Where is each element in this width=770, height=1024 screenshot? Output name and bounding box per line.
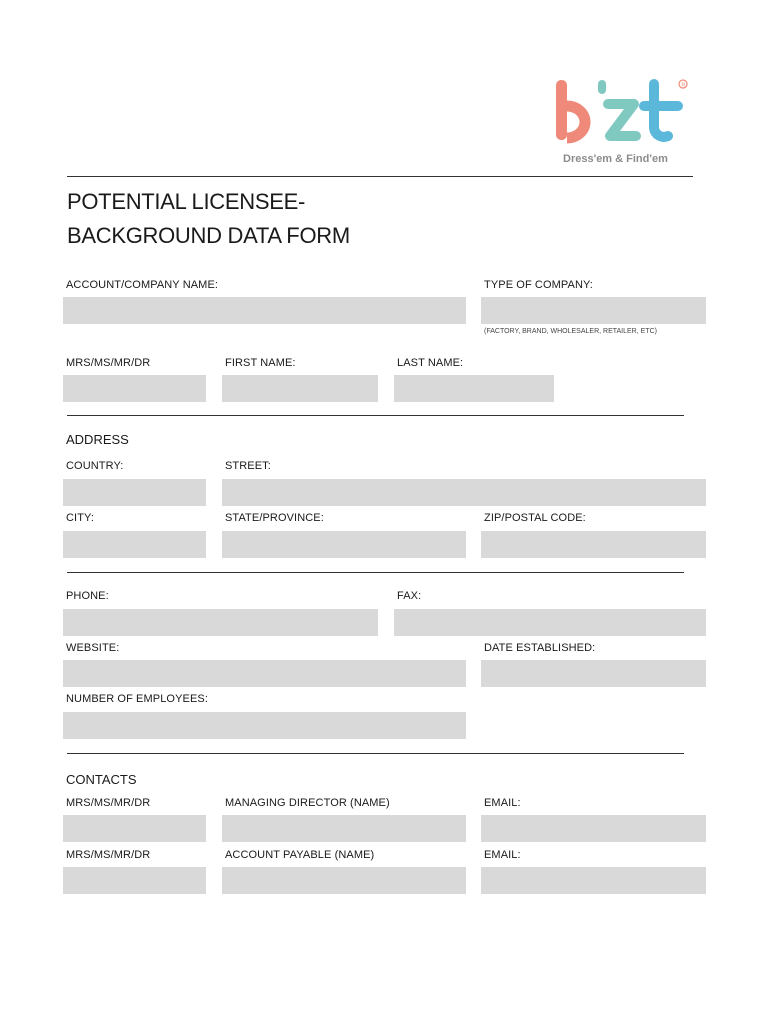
fax-field[interactable] [394, 609, 706, 636]
company-type-field[interactable] [481, 297, 706, 324]
company-name-field[interactable] [63, 297, 466, 324]
website-label: WEBSITE: [66, 642, 120, 654]
state-field[interactable] [222, 531, 466, 558]
date-established-field[interactable] [481, 660, 706, 687]
managing-director-label: MANAGING DIRECTOR (NAME) [225, 797, 390, 809]
bzt-logo-icon [550, 76, 690, 146]
salutation-label: MRS/MS/MR/DR [66, 357, 151, 369]
company-name-label: ACCOUNT/COMPANY NAME: [66, 279, 219, 291]
first-name-label: FIRST NAME: [225, 357, 296, 369]
street-field[interactable] [222, 479, 706, 506]
contact1-salutation-label: MRS/MS/MR/DR [66, 797, 151, 809]
form-title-line2: BACKGROUND DATA FORM [67, 223, 350, 248]
street-label: STREET: [225, 460, 271, 472]
country-field[interactable] [63, 479, 206, 506]
header-divider [67, 176, 693, 177]
zip-label: ZIP/POSTAL CODE: [484, 512, 586, 524]
company-type-hint: (FACTORY, BRAND, WHOLESALER, RETAILER, ETC) [484, 328, 657, 335]
contacts-heading: CONTACTS [66, 772, 137, 787]
brand-tagline: Dress'em & Find'em [563, 153, 668, 165]
last-name-label: LAST NAME: [397, 357, 464, 369]
employees-label: NUMBER OF EMPLOYEES: [66, 693, 208, 705]
date-established-label: DATE ESTABLISHED: [484, 642, 596, 654]
last-name-field[interactable] [394, 375, 554, 402]
contact2-salutation-field[interactable] [63, 867, 206, 894]
contact1-email-field[interactable] [481, 815, 706, 842]
contact1-salutation-field[interactable] [63, 815, 206, 842]
address-heading: ADDRESS [66, 432, 129, 447]
phone-field[interactable] [63, 609, 378, 636]
svg-text:R: R [681, 82, 686, 89]
section-divider [67, 415, 684, 416]
employees-field[interactable] [63, 712, 466, 739]
salutation-field[interactable] [63, 375, 206, 402]
account-payable-label: ACCOUNT PAYABLE (NAME) [225, 849, 375, 861]
section-divider [67, 753, 684, 754]
fax-label: FAX: [397, 590, 422, 602]
section-divider [67, 572, 684, 573]
contact1-email-label: EMAIL: [484, 797, 521, 809]
website-field[interactable] [63, 660, 466, 687]
managing-director-field[interactable] [222, 815, 466, 842]
zip-field[interactable] [481, 531, 706, 558]
city-label: CITY: [66, 512, 95, 524]
phone-label: PHONE: [66, 590, 109, 602]
first-name-field[interactable] [222, 375, 378, 402]
account-payable-field[interactable] [222, 867, 466, 894]
contact2-email-label: EMAIL: [484, 849, 521, 861]
company-type-label: TYPE OF COMPANY: [484, 279, 593, 291]
state-label: STATE/PROVINCE: [225, 512, 324, 524]
city-field[interactable] [63, 531, 206, 558]
form-title-line1: POTENTIAL LICENSEE- [67, 189, 305, 214]
country-label: COUNTRY: [66, 460, 124, 472]
contact2-salutation-label: MRS/MS/MR/DR [66, 849, 151, 861]
contact2-email-field[interactable] [481, 867, 706, 894]
